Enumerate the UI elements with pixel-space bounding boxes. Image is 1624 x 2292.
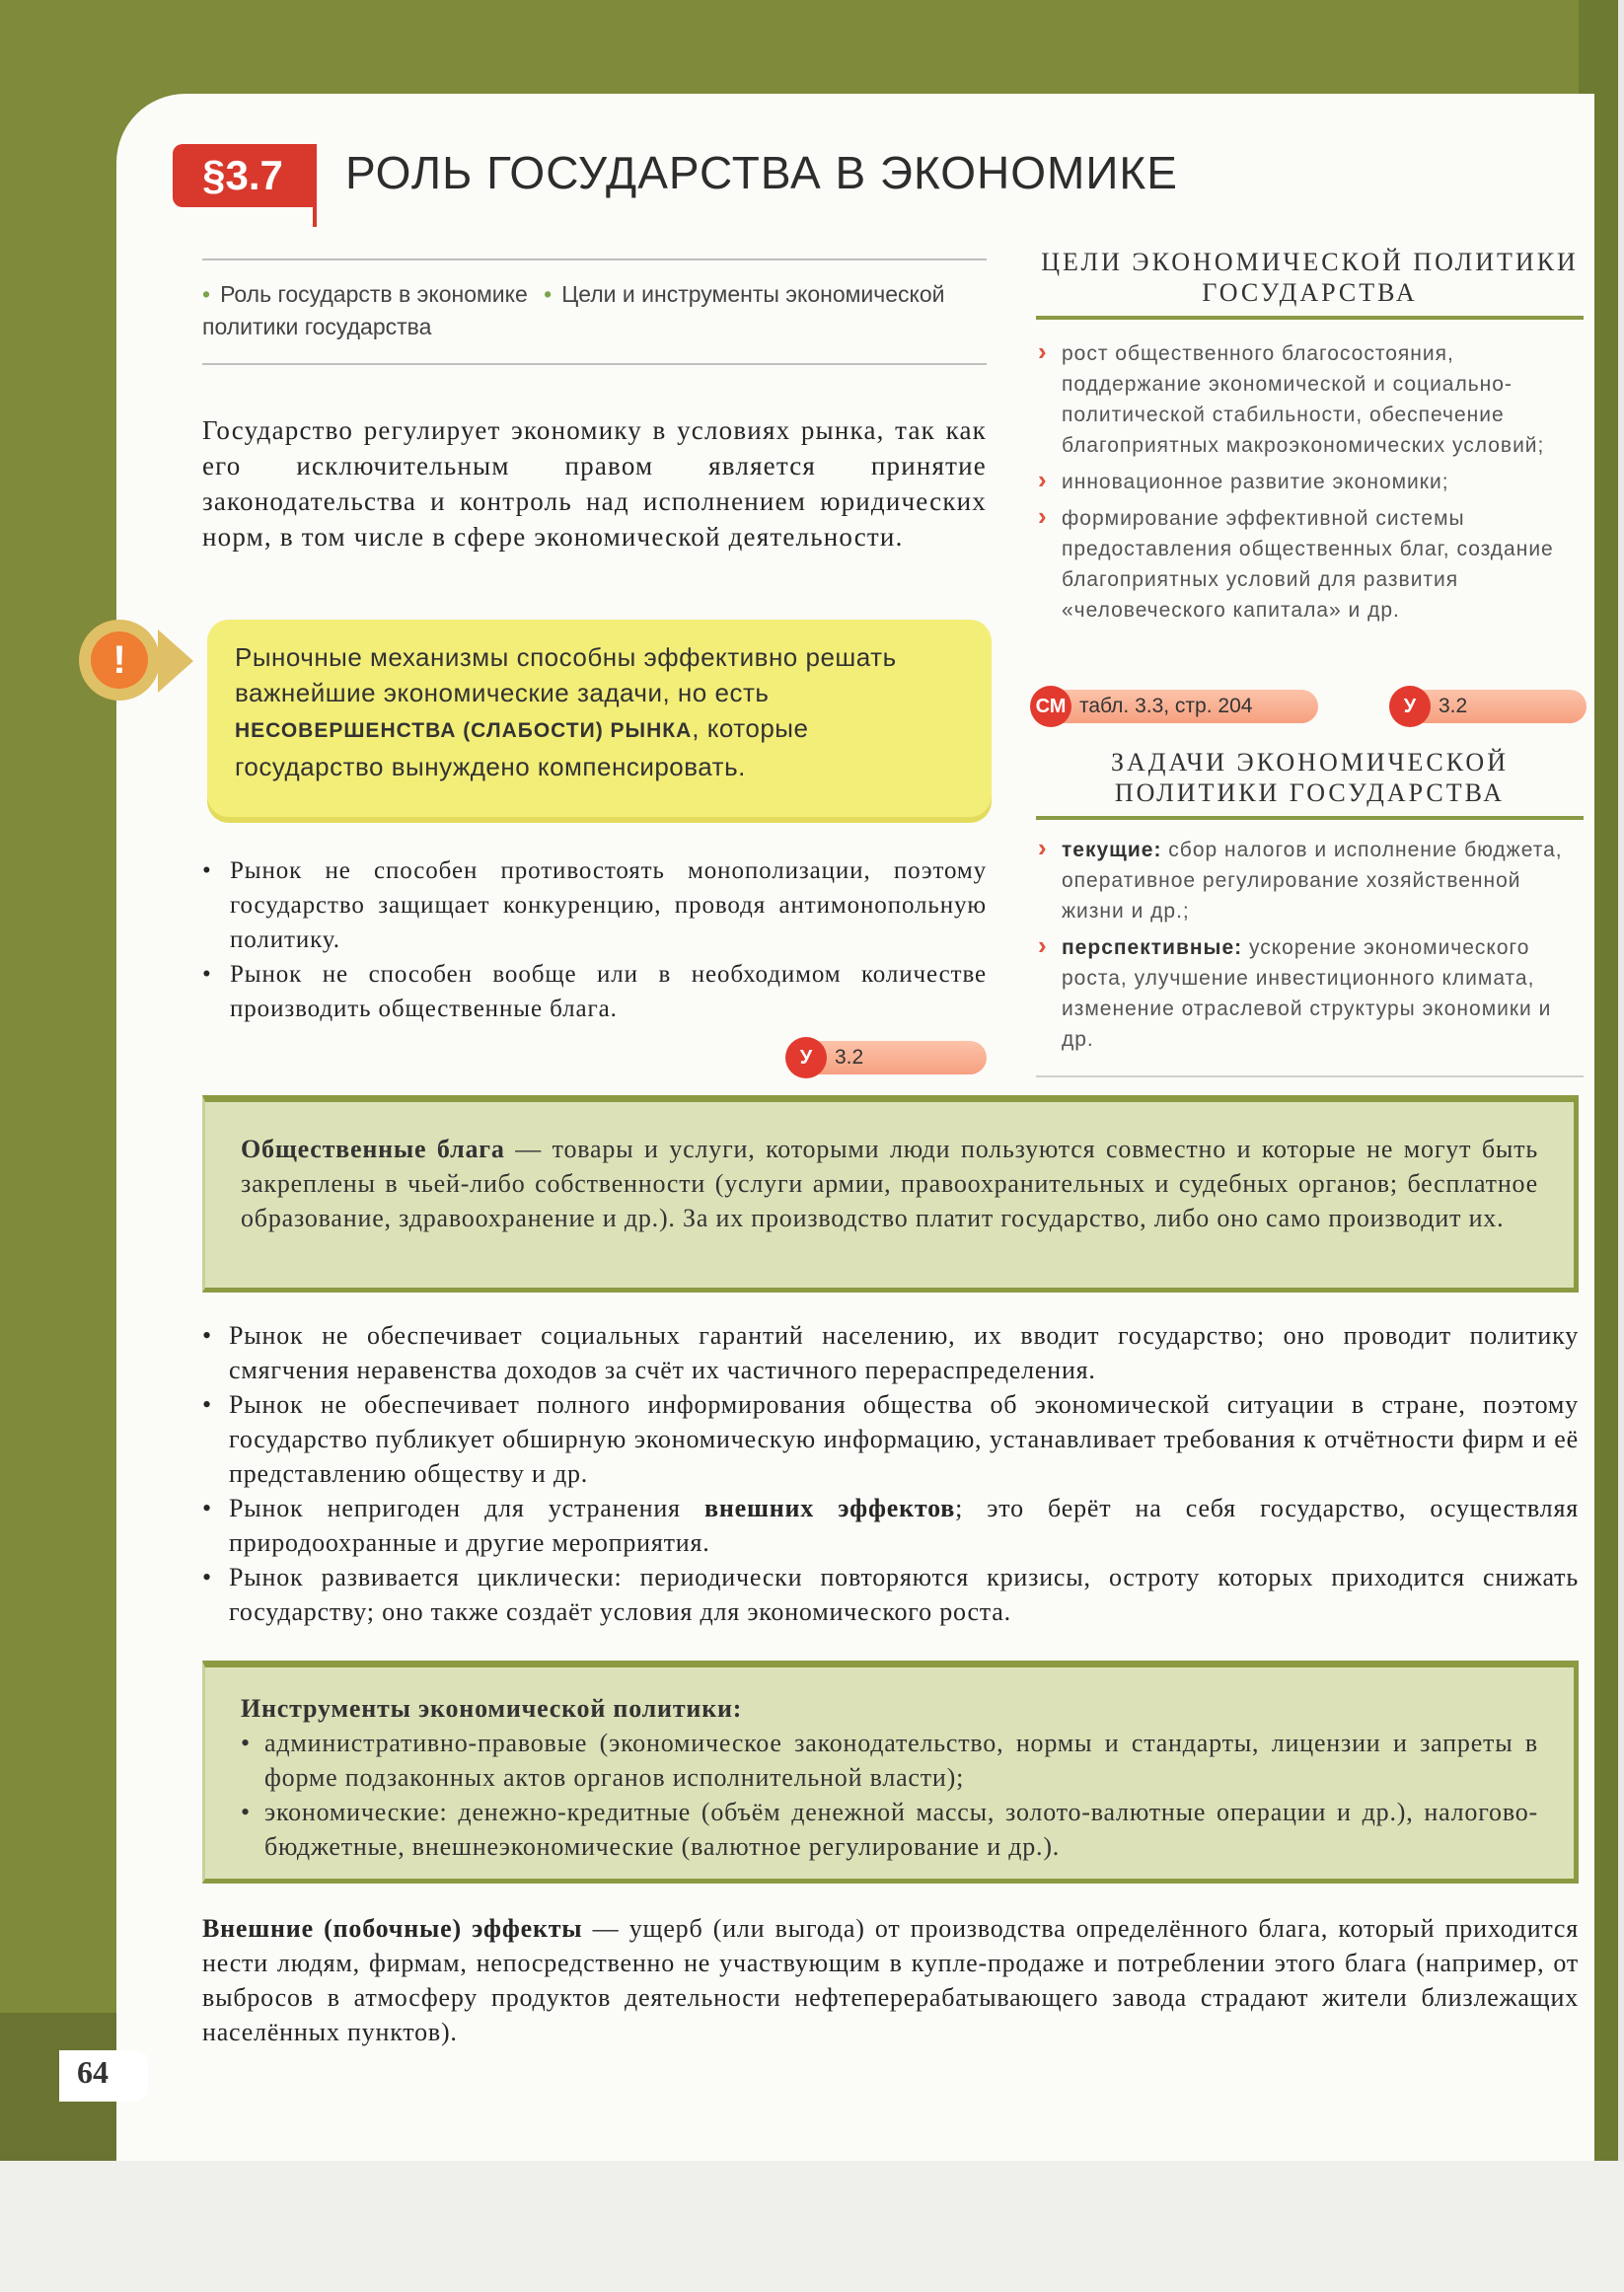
right-column-end-rule <box>1036 1075 1584 1077</box>
exclamation-icon: ! <box>79 620 160 701</box>
ref-label: 3.2 <box>835 1046 864 1069</box>
task-text: сбор налогов и исполнение бюджета, оперативное регулирование хозяйственной жизни и др.; <box>1062 839 1563 923</box>
list-item: • Рынок не обеспечивает социальных гарантий населению, их вводит государство; оно проводит политику смягчения неравенства доходов за счёт их частичного перераспределения. <box>202 1318 1579 1387</box>
list-item: • административно-правовые (экономическое законодательство, нормы и стандарты, лицензии и запреты в форме подзаконных актов органов исполнительной власти); <box>241 1729 1538 1792</box>
section-badge-bar <box>313 144 317 227</box>
goals-heading-rule <box>1036 316 1584 320</box>
goals-heading: ЦЕЛИ ЭКОНОМИЧЕСКОЙ ПОЛИТИКИ ГОСУДАРСТВА <box>1041 248 1579 307</box>
list-item: • Рынок не способен вообще или в необходимом количестве производить общественные блага. <box>202 957 987 1026</box>
market-failures-callout <box>207 620 992 817</box>
list-item: • экономические: денежно-кредитные (объём денежной массы, золото-валютные операции и др.), налогово-бюджетные, внешнеэкономические (валютное регулирование и др.). <box>241 1798 1538 1861</box>
page-number: 64 <box>77 2054 109 2090</box>
page-bottom-margin <box>0 2161 1624 2292</box>
tasks-heading-rule <box>1036 816 1584 820</box>
ref-letter-circle: СМ <box>1030 686 1071 727</box>
externalities-definition <box>202 1911 1579 2049</box>
market-failures-list <box>202 1318 1579 1629</box>
left-bullet-list <box>202 853 987 1026</box>
definition-text: — ущерб (или выгода) от производства определённого блага, который приходится нести людям, фирмам, непосредственно не участвующим в купле-продаже и потреблении этого блага (например, от выбросов в атмосферу продуктов деятельности нефтеперерабатывающего завода страдают жители близлежащих населённых пунктов). <box>202 1914 1580 2046</box>
task-text: ускорение экономического роста, улучшение инвестиционного климата, изменение отраслевой структуры экономики и др. <box>1062 936 1552 1051</box>
list-item: › формирование эффективной системы предоставления общественных благ, создание благоприятных условий для развития «человеческого капитала» и др. <box>1036 503 1584 626</box>
ref-letter-circle: У <box>1389 686 1431 727</box>
topic-item: Роль государств в экономике <box>220 281 528 307</box>
list-item <box>1036 835 1584 926</box>
tasks-heading: ЗАДАЧИ ЭКОНОМИЧЕСКОЙ ПОЛИТИКИ ГОСУДАРСТВА <box>1111 748 1509 807</box>
task-label: текущие: <box>1062 839 1162 861</box>
instruments-box <box>202 1661 1579 1884</box>
topics-list <box>202 278 982 343</box>
list-item: › инновационное развитие экономики; <box>1036 467 1584 497</box>
list-item: › рост общественного благосостояния, поддержание экономической и социально-политической стабильности, обеспечение благоприятных макроэкономических условий; <box>1036 338 1584 461</box>
list-item: • Рынок непригоден для устранения внешних эффектов; это берёт на себя государство, осуществляя природоохранные и другие мероприятия. <box>202 1491 1579 1560</box>
ref-label: табл. 3.3, стр. 204 <box>1079 695 1253 717</box>
section-badge: §3.7 <box>173 144 313 207</box>
definition-term: Внешние (побочные) эффекты <box>202 1914 583 1943</box>
attention-marker <box>71 612 189 710</box>
task-label: перспективные: <box>1062 936 1243 959</box>
bullet-dot-icon: • <box>202 281 211 307</box>
callout-caps-term: НЕСОВЕРШЕНСТВА (СЛАБОСТИ) РЫНКА <box>235 719 693 742</box>
list-item <box>1036 932 1584 1055</box>
list-item: • Рынок не обеспечивает полного информирования общества об экономической ситуации в стране, поэтому государство публикует обширную экономическую информацию, устанавливает требования к отчётности фирм и её представлению обществу и др. <box>202 1387 1579 1491</box>
callout-text-before: Рыночные механизмы способны эффективно решать важнейшие экономические задачи, но есть <box>235 642 897 707</box>
goals-list <box>1036 338 1584 631</box>
topics-top-rule <box>202 259 987 260</box>
topic-item: Цели и инструменты экономической политики государства <box>202 281 945 339</box>
definition-term: Общественные блага <box>241 1135 505 1163</box>
bold-term: внешних эффектов <box>704 1494 956 1522</box>
bullet-dot-icon: • <box>544 281 553 307</box>
definition-text: — товары и услуги, которыми люди пользуются совместно и которые не могут быть закреплены в чьей-либо собственности (услуги армии, правоохранительных и судебных органов; бесплатное образование, здравоохранение и др.). За их производство платит государство, либо оно само производит их. <box>241 1135 1538 1232</box>
ref-tag-u-left[interactable] <box>789 1041 987 1074</box>
topics-bottom-rule <box>202 363 987 365</box>
ref-tag-u-right[interactable] <box>1393 690 1587 723</box>
instruments-heading: Инструменты экономической политики: <box>241 1694 743 1723</box>
section-title: РОЛЬ ГОСУДАРСТВА В ЭКОНОМИКЕ <box>345 147 1178 198</box>
callout-text-after: , которые государство вынуждено компенсировать. <box>235 713 809 781</box>
attention-arrow <box>158 629 193 693</box>
tasks-list <box>1036 835 1584 1061</box>
intro-paragraph: Государство регулирует экономику в условиях рынка, так как его исключительным правом является принятие законодательства и контроль над исполнением юридических норм, в том числе в сфере экономической деятельности. <box>202 415 987 552</box>
public-goods-definition <box>202 1095 1579 1293</box>
ref-tag-sm[interactable] <box>1034 690 1318 723</box>
ref-letter-circle: У <box>785 1037 827 1078</box>
list-item: • Рынок не способен противостоять монополизации, поэтому государство защищает конкуренцию, проводя антимонопольную политику. <box>202 853 987 957</box>
list-item: • Рынок развивается циклически: периодически повторяются кризисы, остроту которых приходится снижать государству; оно также создаёт условия для экономического роста. <box>202 1560 1579 1629</box>
ref-label: 3.2 <box>1439 695 1468 717</box>
